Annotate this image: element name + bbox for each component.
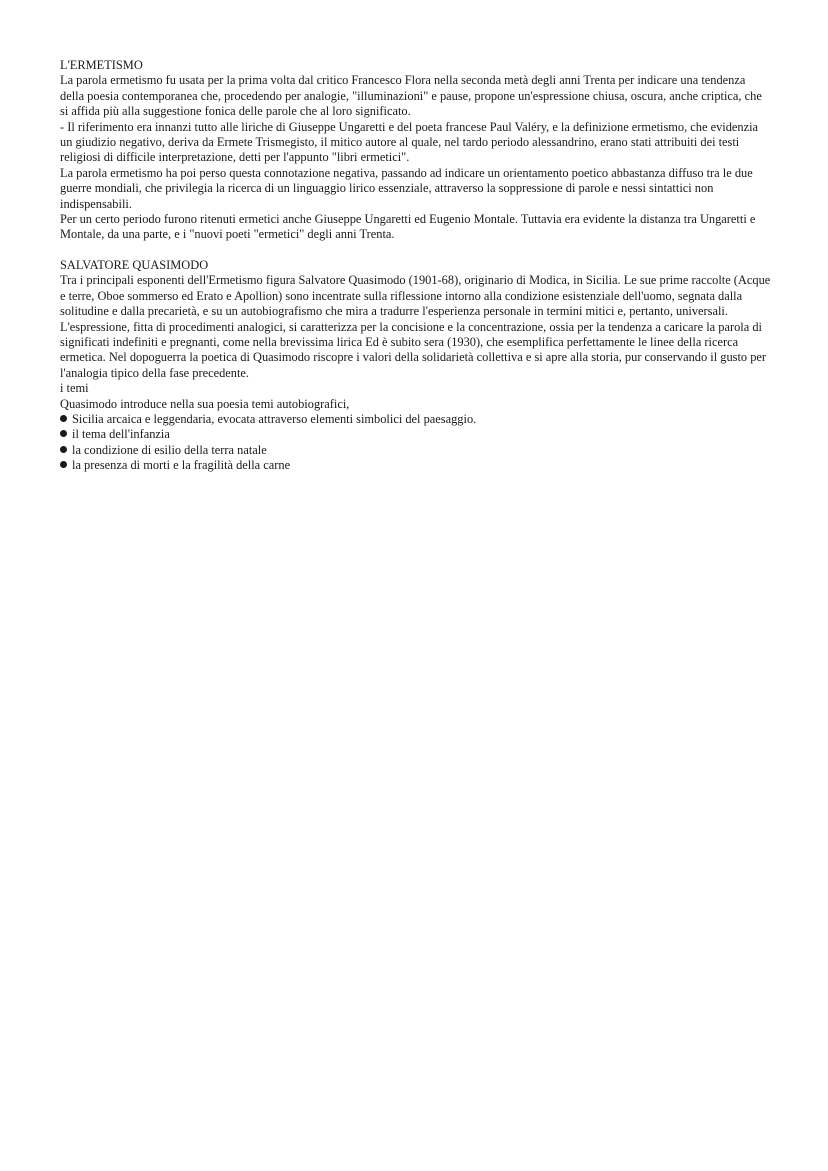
section-heading-quasimodo: SALVATORE QUASIMODO	[60, 257, 209, 272]
list-item-text: il tema dell'infanzia	[72, 427, 170, 442]
list-item-text: la presenza di morti e la fragilità della carne	[72, 458, 291, 473]
list-item	[60, 412, 772, 427]
bullet-icon	[60, 461, 67, 468]
paragraph: Tra i principali esponenti dell'Ermetismo figura Salvatore Quasimodo (1901-68), originario di Modica, in Sicilia. Le sue prime raccolte (Acque e terre, Oboe sommerso ed Erato e Apollion) sono incentrate sulla riflessione intorno alla condizione esistenziale dell'uomo, segnata dalla solitudine e dalla precarietà, e su un autobiografismo che mira a tradurre l'esperienza personale in termini mitici e, pertanto, universali. L'espressione, fitta di procedimenti analogici, si caratterizza per la concisione e la concentrazione, ossia per la tendenza a caricare la parola di significati indefiniti e pregnanti, come nella brevissima lirica Ed è subito sera (1930), che esemplifica perfettamente le linee della ricerca ermetica. Nel dopoguerra la poetica di Quasimodo riscopre i valori della solidarietà collettiva e si apre alla storia, pur conservando il gusto per l'analogia tipico della fase precedente.	[60, 273, 771, 380]
paragraph: - Il riferimento era innanzi tutto alle liriche di Giuseppe Ungaretti e del poeta francese Paul Valéry, e la definizione ermetismo, che evidenzia un giudizio negativo, deriva da Ermete Trismegisto, il mitico autore al quale, nel tardo periodo alessandrino, erano stati attribuiti dei testi religiosi di difficile interpretazione, detti per l'appunto "libri ermetici".	[60, 119, 759, 165]
section-heading-ermetismo: L'ERMETISMO	[60, 58, 143, 72]
themes-list	[60, 412, 772, 474]
list-item	[60, 443, 772, 458]
bullet-icon	[60, 415, 67, 422]
list-item-text: la condizione di esilio della terra natale	[72, 442, 267, 457]
themes-intro: Quasimodo introduce nella sua poesia temi autobiografici,	[60, 396, 350, 411]
bullet-icon	[60, 446, 67, 453]
list-item	[60, 458, 772, 473]
paragraph: La parola ermetismo ha poi perso questa connotazione negativa, passando ad indicare un orientamento poetico abbastanza diffuso tra le due guerre mondiali, che privilegia la ricerca di un linguaggio lirico essenziale, attraverso la soppressione di parole e nessi sintattici non indispensabili.	[60, 165, 753, 211]
paragraph: Per un certo periodo furono ritenuti ermetici anche Giuseppe Ungaretti ed Eugenio Montale. Tuttavia era evidente la distanza tra Ungaretti e Montale, da una parte, e i "nuovi poeti "ermetici" degli anni Trenta.	[60, 212, 756, 242]
paragraph: La parola ermetismo fu usata per la prima volta dal critico Francesco Flora nella seconda metà degli anni Trenta per indicare una tendenza della poesia contemporanea che, procedendo per analogie, "illuminazioni" e pause, propone un'espressione chiusa, oscura, anche criptica, che si affida più alla suggestione fonica delle parole che al loro significato.	[60, 73, 762, 119]
document-page	[60, 58, 772, 474]
bullet-icon	[60, 430, 67, 437]
subheading-temi: i temi	[60, 381, 89, 396]
list-item	[60, 427, 772, 442]
section-spacer	[60, 243, 772, 258]
list-item-text: Sicilia arcaica e leggendaria, evocata attraverso elementi simbolici del paesaggio.	[72, 411, 477, 426]
